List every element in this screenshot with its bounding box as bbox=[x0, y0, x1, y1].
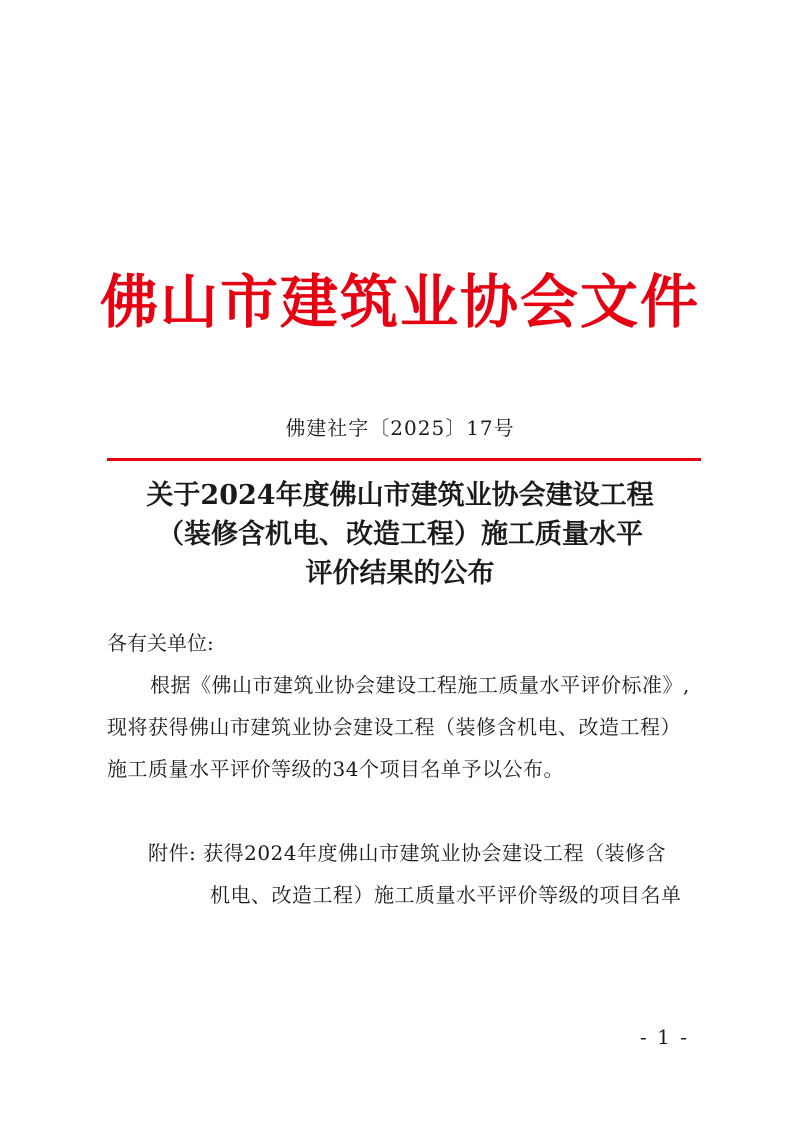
body-line-3: 施工质量水平评价等级的34个项目名单予以公布。 bbox=[107, 757, 564, 781]
document-title bbox=[90, 476, 710, 593]
salutation: 各有关单位: bbox=[107, 631, 214, 655]
title-line-1: 关于2024年度佛山市建筑业协会建设工程 bbox=[146, 480, 654, 511]
red-separator-rule bbox=[107, 458, 701, 461]
title-line-3: 评价结果的公布 bbox=[305, 558, 495, 589]
page-number: - 1 - bbox=[640, 1025, 689, 1049]
attachment-line-1: 附件: 获得2024年度佛山市建筑业协会建设工程（装修含 bbox=[148, 841, 666, 865]
body-line-2: 现将获得佛山市建筑业协会建设工程（装修含机电、改造工程） bbox=[107, 715, 681, 739]
body-line-1: 根据《佛山市建筑业协会建设工程施工质量水平评价标准》, bbox=[150, 673, 690, 697]
document-number: 佛建社字〔2025〕17号 bbox=[285, 416, 515, 440]
title-line-2: （装修含机电、改造工程）施工质量水平 bbox=[157, 519, 643, 550]
attachment-line-2: 机电、改造工程）施工质量水平评价等级的项目名单 bbox=[210, 883, 682, 907]
masthead-title: 佛山市建筑业协会文件 bbox=[99, 268, 700, 336]
